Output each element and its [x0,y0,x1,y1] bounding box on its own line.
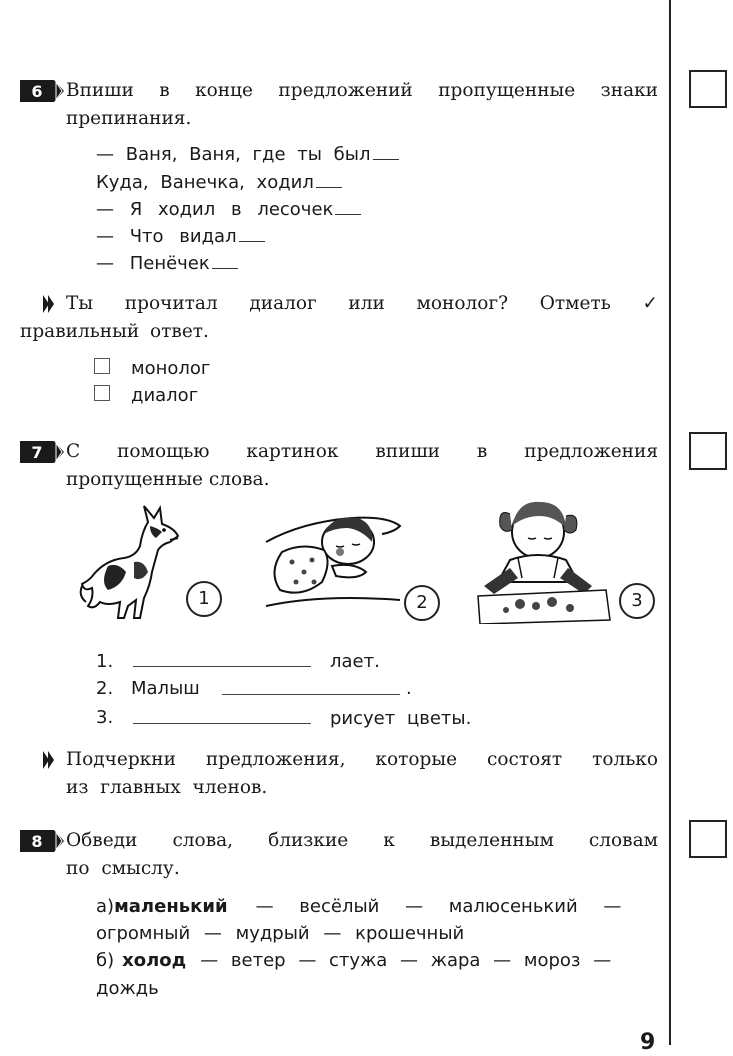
score-box-task-7[interactable] [689,432,727,470]
sentence-3-ending: рисует цветы. [330,708,472,729]
task-number-6: 6 [31,82,43,101]
row-b-options[interactable]: — ветер — стужа — жара — мороз — [200,950,612,971]
sentence-2-ending: . [406,678,412,699]
task-6-subquestion-line2: правильный ответ. [20,321,209,342]
dialog-line-3: — Я ходил в лесочек [96,197,361,223]
dialog-line-5: — Пенёчек [96,251,238,277]
picture-label-3: 3 [619,583,655,619]
row-b-options-line2[interactable]: дождь [96,978,159,999]
task-6-instruction-line2: препинания. [66,108,192,129]
task-6-instruction [66,77,658,133]
task-7-subquestion [66,746,658,802]
task-6-subquestion-line1: Ты прочитал диалог или монолог? Отметь ✓ [66,293,658,314]
margin-rule [669,0,671,1045]
sentence-3-number: 3. [96,707,114,728]
answer-line-2[interactable] [222,694,400,695]
sleeping-child-illustration [262,502,402,610]
page-number: 9 [640,1030,656,1055]
dialog-line-2: Куда, Ванечка, ходил [96,170,342,196]
checkbox-dialog[interactable] [94,385,110,401]
answer-line-1[interactable] [133,666,311,667]
task-number-7: 7 [31,443,43,462]
task-number-badge-7 [20,441,64,463]
task-8-row-a [96,894,658,920]
sub-task-arrow-icon [42,750,56,770]
sentence-1-number: 1. [96,651,114,672]
answer-blank[interactable] [335,213,361,215]
answer-blank[interactable] [239,240,265,242]
task-6-instruction-line1: Впиши в конце предложений пропущенные знаки [66,80,658,101]
row-b-label: б) [96,950,115,971]
task-number-badge-8 [20,830,64,852]
sentence-2-beginning: Малыш [131,678,200,699]
dialog-line-1: — Ваня, Ваня, где ты был [96,142,399,168]
task-7-instruction [66,438,658,494]
picture-label-1: 1 [186,581,222,617]
checkbox-monolog[interactable] [94,358,110,374]
dialog-line-4: — Что видал [96,224,265,250]
option-dialog-label: диалог [131,385,199,406]
dog-illustration [78,502,190,622]
sub-task-arrow-icon [42,294,56,314]
sentence-2-number: 2. [96,678,114,699]
task-number-8: 8 [31,832,43,851]
answer-blank[interactable] [316,186,342,188]
score-box-task-8[interactable] [689,820,727,858]
row-a-options-line2[interactable]: огромный — мудрый — крошечный [96,923,465,944]
drawing-girl-illustration [470,490,620,624]
row-a-label: а) [96,896,115,917]
row-b-key-word: холод [122,950,187,971]
task-7-subquestion-line2: из главных членов. [66,777,268,798]
task-8-instruction-line2: по смыслу. [66,858,180,879]
sentence-1-ending: лает. [330,651,380,672]
picture-label-2: 2 [404,585,440,621]
row-a-options[interactable]: — весёлый — малюсенький — [255,896,622,917]
task-8-instruction [66,827,658,883]
answer-blank[interactable] [212,267,238,269]
answer-blank[interactable] [373,158,399,160]
score-box-task-6[interactable] [689,70,727,108]
row-a-key-word: маленький [114,896,228,917]
task-7-subquestion-line1: Подчеркни предложения, которые состоят только [66,749,658,770]
answer-line-3[interactable] [133,723,311,724]
task-8-row-b [96,948,658,974]
task-number-badge-6 [20,80,64,102]
task-7-instruction-line1: С помощью картинок впиши в предложения [66,441,658,462]
task-7-instruction-line2: пропущенные слова. [66,469,270,490]
option-monolog-label: монолог [131,358,211,379]
task-8-instruction-line1: Обведи слова, близкие к выделенным словам [66,830,658,851]
